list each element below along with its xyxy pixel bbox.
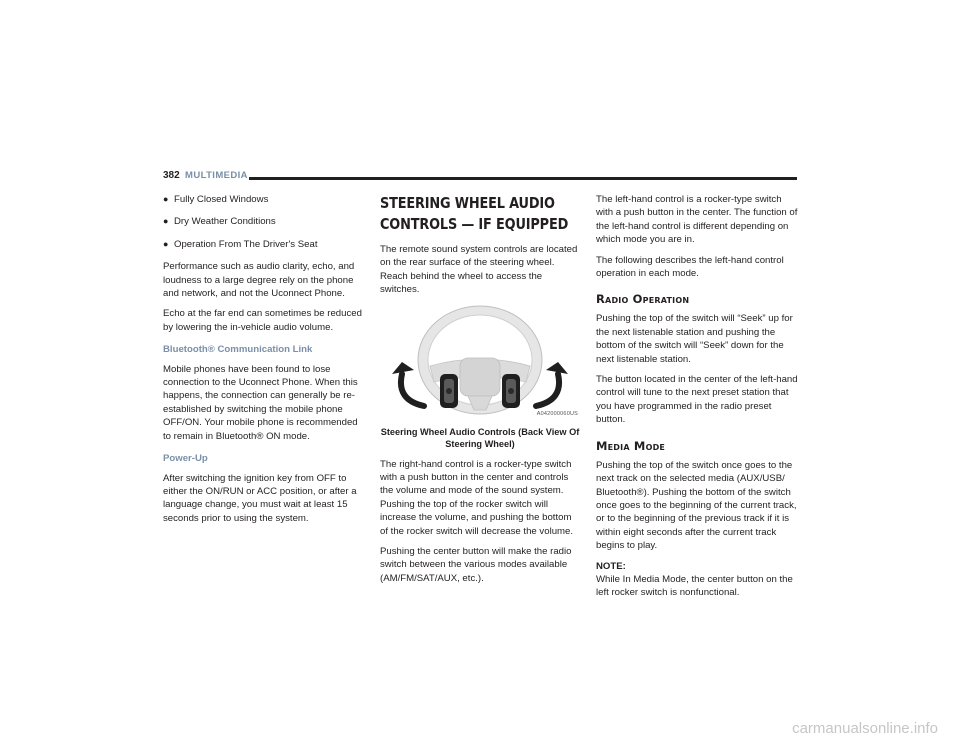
heading-radio-operation: Radio Operation (596, 292, 690, 307)
bullet-icon: ● (163, 194, 169, 204)
steering-wheel-figure (380, 304, 580, 424)
header-rule (249, 177, 797, 180)
figure-code: A042000060US (536, 411, 578, 418)
paragraph: The right-hand control is a rocker-type switch with a push button in the center and controls the volume and mode of the sound system. Pushing the top of the rocker switch will increase the volume, and pushing the bottom of the rocker switch will decrease the volume. (380, 458, 574, 537)
column-right (596, 193, 798, 607)
steering-wheel-illustration (380, 304, 580, 424)
bullet-item: ● Fully Closed Windows (163, 194, 269, 205)
paragraph: The remote sound system controls are located on the rear surface of the steering wheel. Reach behind the wheel to access the switches. (380, 244, 578, 296)
paragraph: Performance such as audio clarity, echo, and loudness to a large degree rely on the phone and network, and not the Uconnect Phone. (163, 261, 355, 300)
watermark-link[interactable]: carmanualsonline.info (792, 720, 938, 737)
column-left (163, 193, 363, 532)
paragraph: The button located in the center of the left-hand control will tune to the next preset station that you have programmed in the radio preset button. (596, 374, 798, 426)
paragraph: The following describes the left-hand control operation in each mode. (596, 254, 784, 280)
note-text: While In Media Mode, the center button on the left rocker switch is nonfunctional. (596, 573, 793, 599)
bullet-list (163, 193, 363, 251)
section-title: MULTIMEDIA (185, 170, 248, 181)
paragraph: Mobile phones have been found to lose connection to the Uconnect Phone. When this happens, the connection can generally be re-established by switching the mobile phone OFF/ON. Your mobile phone is recommended to remain in Bluetooth® ON mode. (163, 363, 358, 442)
subheading-power-up: Power-Up (163, 453, 208, 465)
page-number: 382 (163, 170, 180, 181)
section-heading: STEERING WHEEL AUDIO CONTROLS — IF EQUIPPED (380, 194, 569, 233)
bullet-item: ● Operation From The Driver's Seat (163, 238, 318, 250)
paragraph: Pushing the center button will make the radio switch between the various modes available (AM/FM/SAT/AUX, etc.). (380, 546, 572, 584)
paragraph: After switching the ignition key from OFF to either the ON/RUN or ACC position, or after a language change, you must wait at least 15 seconds prior to using the system. (163, 472, 357, 524)
bullet-icon: ● (163, 216, 169, 227)
page-header (163, 170, 797, 186)
paragraph: The left-hand control is a rocker-type switch with a push button in the center. The function of the left-hand control is different depending on which mode you are in. (596, 194, 798, 246)
column-middle (380, 193, 580, 592)
subheading-bluetooth: Bluetooth® Communication Link (163, 344, 313, 356)
note-label: NOTE: (596, 560, 626, 572)
bullet-item: ● Dry Weather Conditions (163, 216, 276, 228)
heading-media-mode: Media Mode (596, 438, 666, 453)
paragraph: Echo at the far end can sometimes be reduced by lowering the in-vehicle audio volume. (163, 308, 362, 333)
paragraph: Pushing the top of the switch once goes to the next track on the selected media (AUX/USB/ Bluetooth®). Pushing the bottom of the switch once goes to the beginning of the current track, or to the beginning of the previous track if it is within eight seconds after the current track begins to play. (596, 459, 797, 552)
figure-caption: Steering Wheel Audio Controls (Back View Of Steering Wheel) (380, 426, 580, 449)
bullet-icon: ● (163, 238, 169, 249)
paragraph: Pushing the top of the switch will “Seek” up for the next listenable station and pushing the bottom of the switch will “Seek” down for the next listenable station. (596, 313, 793, 365)
